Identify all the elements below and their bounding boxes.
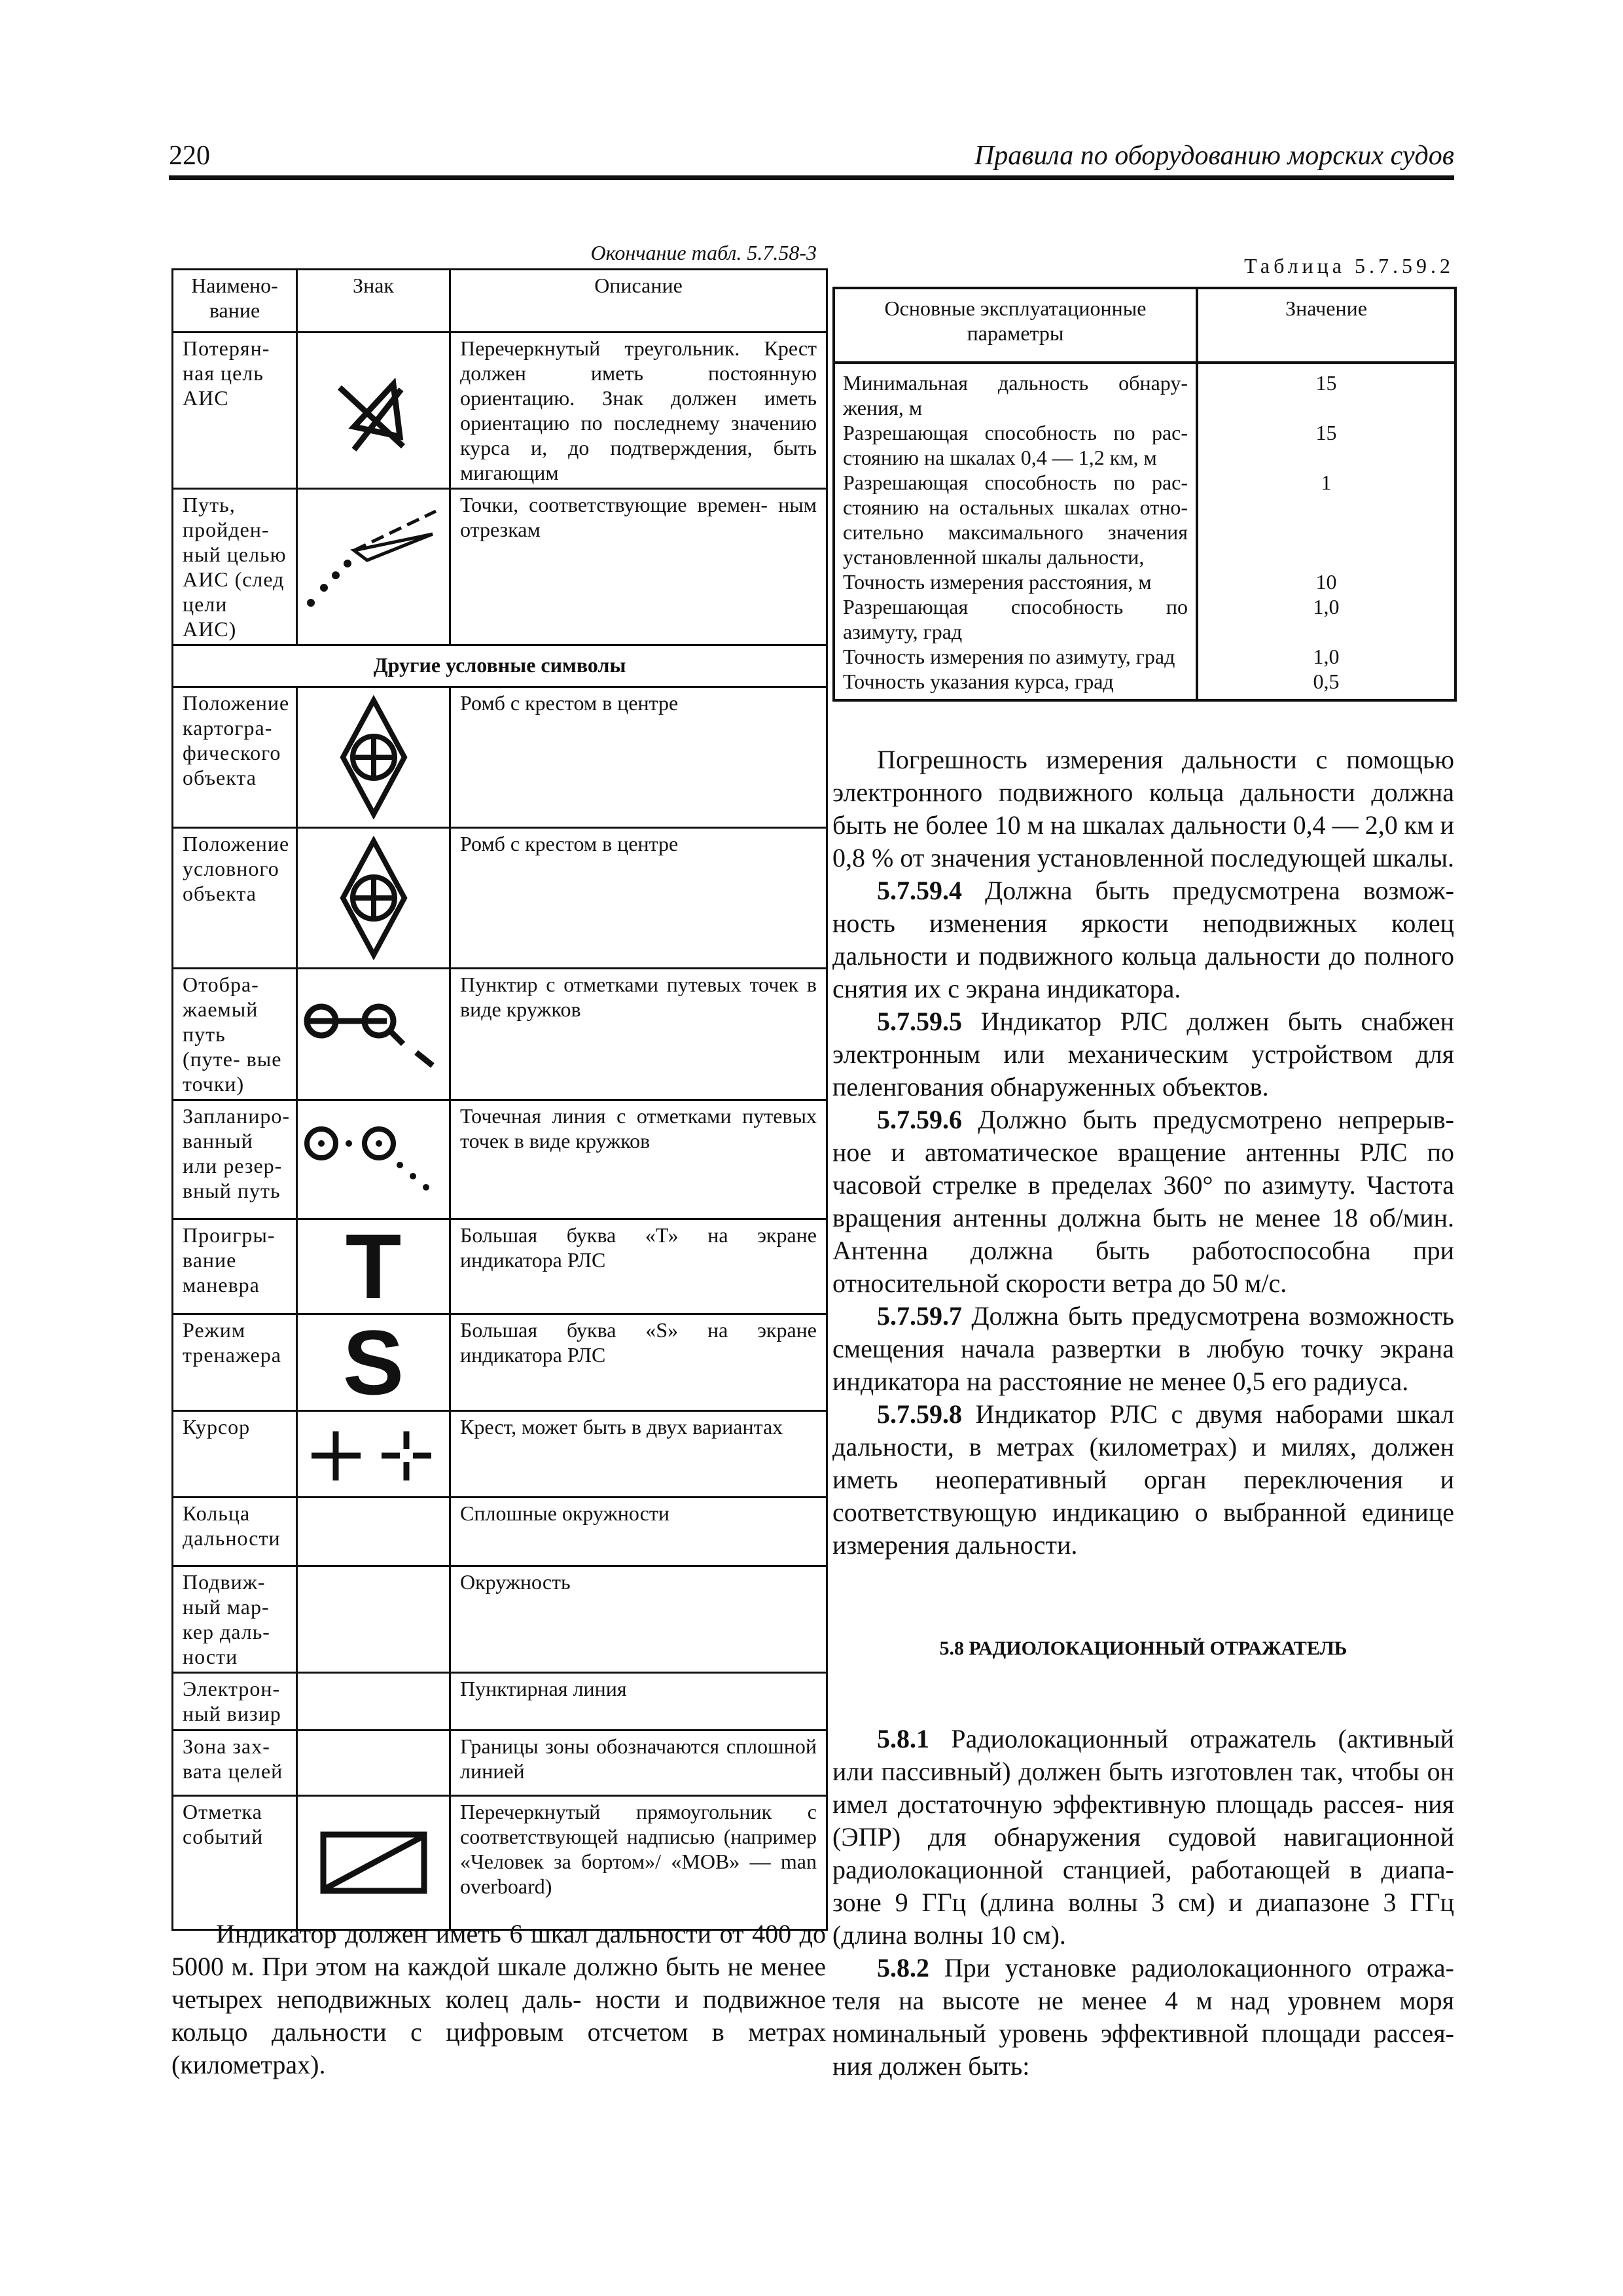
clause-number: 5.7.59.6 xyxy=(877,1105,962,1134)
param-value: 10 xyxy=(1197,569,1455,594)
row-name: Отобра- жаемый путь (путе- вые точки) xyxy=(173,969,297,1100)
column-header-params: Основные эксплуатационные параметры xyxy=(834,288,1197,363)
param-name: Точность указания курса, град xyxy=(834,669,1197,700)
clause-number: 5.8.2 xyxy=(877,1953,929,1982)
clause-text: Индикатор РЛС должен быть снабжен электронным или механическим устройством для пеленгования обнаруженных объектов. xyxy=(832,1007,1454,1102)
column-header-value: Значение xyxy=(1197,288,1455,363)
params-table xyxy=(832,287,1457,702)
row-name: Проигры- вание маневра xyxy=(173,1219,297,1314)
clause-text: Должна быть предусмотрена возмож- ность изменения яркости неподвижных колец дальности и подвижного кольца дальности до полного снятия их с экрана индикатора. xyxy=(832,876,1454,1003)
row-name: Потерян- ная цель АИС xyxy=(173,332,297,489)
param-value: 1 xyxy=(1197,470,1455,569)
row-name: Положение картогра- фического объекта xyxy=(173,687,297,828)
row-description: Границы зоны обозначаются сплошной линией xyxy=(450,1731,827,1796)
table-row xyxy=(834,644,1455,669)
table-row xyxy=(834,470,1455,569)
displayed-route-icon xyxy=(302,988,446,1080)
table-row xyxy=(834,363,1455,420)
left-table-caption: Окончание табл. 5.7.58-3 xyxy=(590,241,817,264)
table-row xyxy=(173,1673,827,1731)
table-row xyxy=(173,1411,827,1498)
column-header-name: Наимено- вание xyxy=(173,270,297,332)
table-row xyxy=(173,1100,827,1219)
row-description: Ромб с крестом в центре xyxy=(450,828,827,969)
left-paragraph: Индикатор должен иметь 6 шкал дальности от 400 до 5000 м. При этом на каждой шкале должно быть не менее четырех неподвижных колец даль- ности и подвижное кольцо дальности с цифровым отсчетом в метрах (километрах). xyxy=(171,1919,826,2079)
param-name: Разрешающая способность по азимуту, град xyxy=(834,594,1197,644)
crossed-triangle-icon xyxy=(328,365,419,456)
clause-text: Должно быть предусмотрено непрерыв- ное и автоматическое вращение антенны РЛС по часовой стрелке в пределах 360° по азимуту. Частота вращения антенны должна быть не менее 18 об/мин. Антенна должна быть работоспособна при относительной скорости ветра до 50 м/с. xyxy=(832,1105,1454,1298)
row-description: Перечеркнутый прямоугольник с соответствующей надписью (например «Человек за бортом»/ «МОВ» — man overboard) xyxy=(450,1796,827,1930)
clause-text: Должна быть предусмотрена возможность смещения начала развертки в любую точку экрана индикатора на расстояние не менее 0,5 его радиуса. xyxy=(832,1301,1454,1396)
row-description: Большая буква «Т» на экране индикатора РЛС xyxy=(450,1219,827,1314)
crossed-rectangle-icon xyxy=(318,1827,429,1899)
clause-number: 5.7.59.7 xyxy=(877,1301,962,1331)
letter-s-icon: S xyxy=(342,1310,404,1414)
row-description: Ромб с крестом в центре xyxy=(450,687,827,828)
paragraph xyxy=(832,1398,1454,1562)
table-row xyxy=(834,669,1455,700)
table-row xyxy=(834,594,1455,644)
clause-number: 5.7.59.5 xyxy=(877,1007,962,1036)
paragraph xyxy=(832,1103,1454,1300)
running-title: Правила по оборудованию морских судов xyxy=(974,141,1454,171)
row-description: Пунктир с отметками путевых точек в виде кружков xyxy=(450,969,827,1100)
table-row xyxy=(173,489,827,645)
param-value: 15 xyxy=(1197,363,1455,420)
table-row xyxy=(173,1219,827,1314)
param-value: 1,0 xyxy=(1197,644,1455,669)
table-row xyxy=(173,969,827,1100)
planned-route-icon xyxy=(302,1114,446,1206)
page-number: 220 xyxy=(169,141,210,171)
param-name: Разрешающая способность по рас- стоянию на остальных шкалах отно- сительно максимального значения установленной шкалы дальности, xyxy=(834,470,1197,569)
table-row xyxy=(173,828,827,969)
param-name: Минимальная дальность обнару- жения, м xyxy=(834,363,1197,420)
header-rule xyxy=(169,175,1454,180)
clause-text: При установке радиолокационного отража- теля на высоте не менее 4 м над уровнем моря номинальный уровень эффективной площади рассея- ния должен быть: xyxy=(832,1953,1454,2081)
paragraph xyxy=(832,1005,1454,1103)
table-row xyxy=(834,569,1455,594)
row-name: Путь, пройден- ный целью АИС (след цели АИС) xyxy=(173,489,297,645)
table-row xyxy=(173,1796,827,1930)
row-name: Зона зах- вата целей xyxy=(173,1731,297,1796)
table-row xyxy=(173,1498,827,1566)
rhombus-cross-icon xyxy=(338,836,410,960)
row-name: Положение условного объекта xyxy=(173,828,297,969)
param-name: Разрешающая способность по рас- стоянию на шкалах 0,4 — 1,2 км, м xyxy=(834,420,1197,470)
clause-number: 5.7.59.4 xyxy=(877,876,962,905)
row-description: Крест, может быть в двух вариантах xyxy=(450,1411,827,1498)
table-row xyxy=(173,1731,827,1796)
row-description: Перечеркнутый треугольник. Крест должен иметь постоянную ориентацию. Знак должен иметь ориентацию по последнему значению курса и, до подтверждения, быть мигающим xyxy=(450,332,827,489)
param-value: 15 xyxy=(1197,420,1455,470)
param-value: 1,0 xyxy=(1197,594,1455,644)
table-row xyxy=(173,1314,827,1411)
rhombus-cross-icon xyxy=(338,695,410,819)
column-header-sign: Знак xyxy=(297,270,450,332)
row-name: Отметка событий xyxy=(173,1796,297,1930)
column-header-description: Описание xyxy=(450,270,827,332)
row-description: Пунктирная линия xyxy=(450,1673,827,1731)
paragraph xyxy=(832,1952,1454,2083)
paragraph xyxy=(832,1723,1454,1952)
table-row xyxy=(173,687,827,828)
table-row xyxy=(173,1566,827,1673)
clause-text: Радиолокационный отражатель (активный или пассивный) должен быть изготовлен так, чтобы он имел достаточную эффективную площадь рассея- ния (ЭПР) для обнаружения судовой навигационной радиолокационной станцией, работающей в диапа- зоне 9 ГГц (длина волны 3 см) и диапазоне 3 ГГц (длина волны 10 см). xyxy=(832,1724,1454,1950)
row-description: Точечная линия с отметками путевых точек в виде кружков xyxy=(450,1100,827,1219)
row-name: Курсор xyxy=(173,1411,297,1498)
param-value: 0,5 xyxy=(1197,669,1455,700)
symbols-table xyxy=(171,268,828,1931)
row-description: Сплошные окружности xyxy=(450,1498,827,1566)
paragraph xyxy=(832,1300,1454,1398)
row-name: Электрон- ный визир xyxy=(173,1673,297,1731)
table-row xyxy=(834,420,1455,470)
paragraph xyxy=(832,874,1454,1005)
clause-text: Индикатор РЛС с двумя наборами шкал дальности, в метрах (километрах) и милях, должен иметь неоперативный орган переключения и соответствующую индикацию о выбранной единице измерения дальности. xyxy=(832,1399,1454,1560)
row-name: Кольца дальности xyxy=(173,1498,297,1566)
clause-number: 5.8.1 xyxy=(877,1724,929,1753)
right-table-caption: Таблица 5.7.59.2 xyxy=(1244,254,1454,278)
row-description: Точки, соответствующие времен- ным отрезкам xyxy=(450,489,827,645)
section-row xyxy=(173,645,827,687)
letter-t-icon: T xyxy=(345,1215,402,1318)
paragraph: Погрешность измерения дальности с помощью электронного подвижного кольца дальности должна быть не более 10 м на шкалах дальности 0,4 — 2,0 км и 0,8 % от значения установленной последующей шкалы. xyxy=(832,745,1454,872)
row-name: Запланиро- ванный или резер- вный путь xyxy=(173,1100,297,1219)
row-description: Окружность xyxy=(450,1566,827,1673)
ais-track-icon xyxy=(302,508,446,626)
section-title: Другие условные символы xyxy=(173,645,827,687)
table-row xyxy=(173,332,827,489)
row-name: Подвиж- ный мар- кер даль- ности xyxy=(173,1566,297,1673)
section-heading: 5.8 РАДИОЛОКАЦИОННЫЙ ОТРАЖАТЕЛЬ xyxy=(939,1638,1347,1659)
param-name: Точность измерения по азимуту, град xyxy=(834,644,1197,669)
row-description: Большая буква «S» на экране индикатора РЛС xyxy=(450,1314,827,1411)
row-name: Режим тренажера xyxy=(173,1314,297,1411)
param-name: Точность измерения расстояния, м xyxy=(834,569,1197,594)
cursor-crosses-icon xyxy=(308,1422,439,1487)
clause-number: 5.7.59.8 xyxy=(877,1399,962,1429)
